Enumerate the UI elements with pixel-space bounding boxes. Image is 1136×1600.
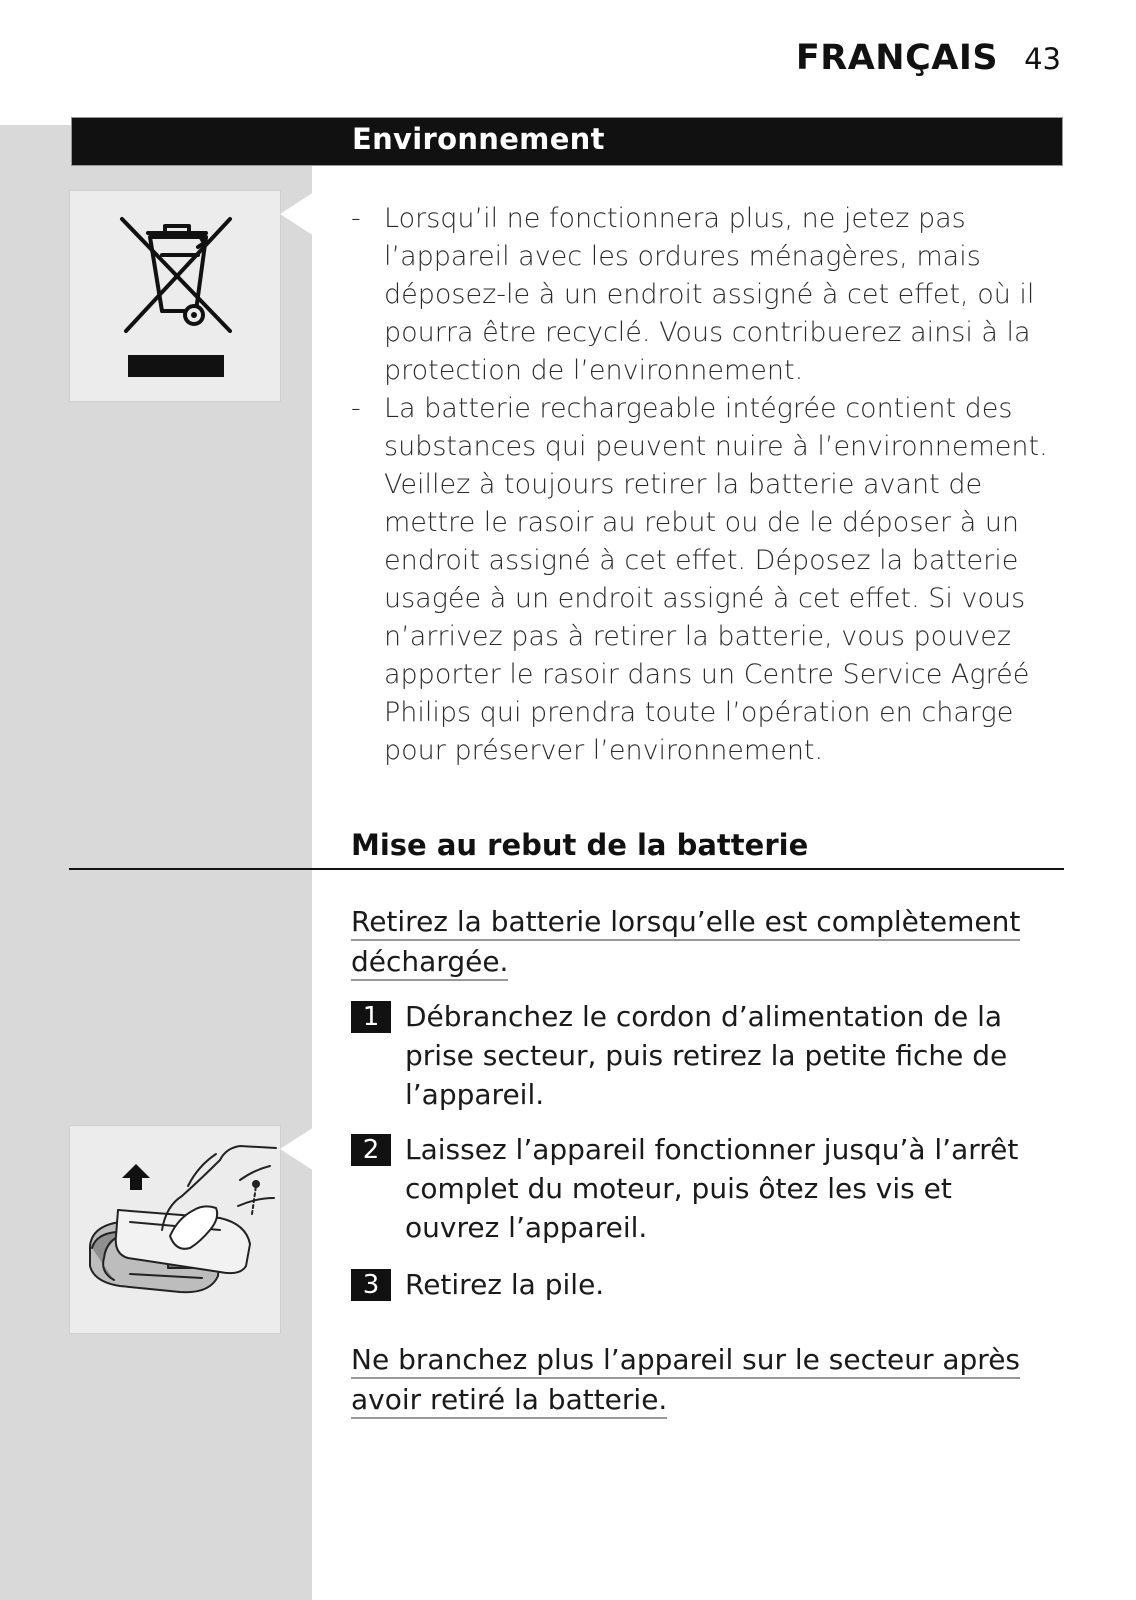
warning-text: Ne branchez plus l’appareil sur le secteur après avoir retiré la batterie. xyxy=(351,1343,1020,1419)
bullet-marker: - xyxy=(351,393,361,424)
weee-figure xyxy=(69,190,281,402)
bullet-item xyxy=(351,200,1051,390)
page-number: 43 xyxy=(1024,42,1061,76)
step-number: 1 xyxy=(351,1001,391,1033)
step-number: 3 xyxy=(351,1269,391,1301)
figure-pointer xyxy=(280,192,314,236)
intro-text: Retirez la batterie lorsqu’elle est complètement déchargée. xyxy=(351,905,1020,981)
step-2 xyxy=(351,1130,1051,1247)
bullet-item xyxy=(351,390,1051,770)
heading-rule xyxy=(69,868,1064,870)
page-header xyxy=(796,38,1061,78)
shaver-figure xyxy=(69,1125,281,1334)
bullet-marker: - xyxy=(351,203,361,234)
step-text: Débranchez le cordon d’alimentation de la prise secteur, puis retirez la petite fiche de l’appareil. xyxy=(405,1000,1008,1111)
shaver-opening-illustration xyxy=(70,1126,280,1333)
step-text: Laissez l’appareil fonctionner jusqu’à l’arrêt complet du moteur, puis ôtez les vis et ouvrez l’appareil. xyxy=(405,1133,1019,1244)
step-number: 2 xyxy=(351,1134,391,1166)
intro-paragraph xyxy=(351,902,1051,982)
step-text: Retirez la pile. xyxy=(405,1268,605,1301)
step-3 xyxy=(351,1265,1051,1304)
crossed-out-wheelie-bin-icon xyxy=(70,191,280,401)
bullet-text: La batterie rechargeable intégrée contient des substances qui peuvent nuire à l’environnement. Veillez à toujours retirer la batterie avant de mettre le rasoir au rebut ou de le déposer à un endroit assigné à cet effet. Déposez la batterie usagée à un endroit assigné à cet effet. Si vous n’arrivez pas à retirer la batterie, vous pouvez apporter le rasoir dans un Centre Service Agréé Philips qui prendra toute l’opération en charge pour préserver l’environnement. xyxy=(384,393,1048,766)
step-1 xyxy=(351,997,1051,1114)
bullet-text: Lorsqu’il ne fonctionnera plus, ne jetez pas l’appareil avec les ordures ménagères, mais déposez-le à un endroit assigné à cet effet, où il pourra être recyclé. Vous contribuerez ainsi à la protection de l’environnement. xyxy=(384,203,1035,386)
figure-pointer xyxy=(280,1127,314,1171)
section-title-bar xyxy=(71,117,1063,166)
section-title: Environnement xyxy=(352,122,605,156)
language-label: FRANÇAIS xyxy=(795,38,999,78)
arrow-up-icon xyxy=(122,1164,150,1190)
subsection-title: Mise au rebut de la batterie xyxy=(351,828,809,862)
weee-bar xyxy=(128,355,224,377)
environment-bullets xyxy=(351,200,1051,770)
warning-paragraph xyxy=(351,1340,1051,1420)
